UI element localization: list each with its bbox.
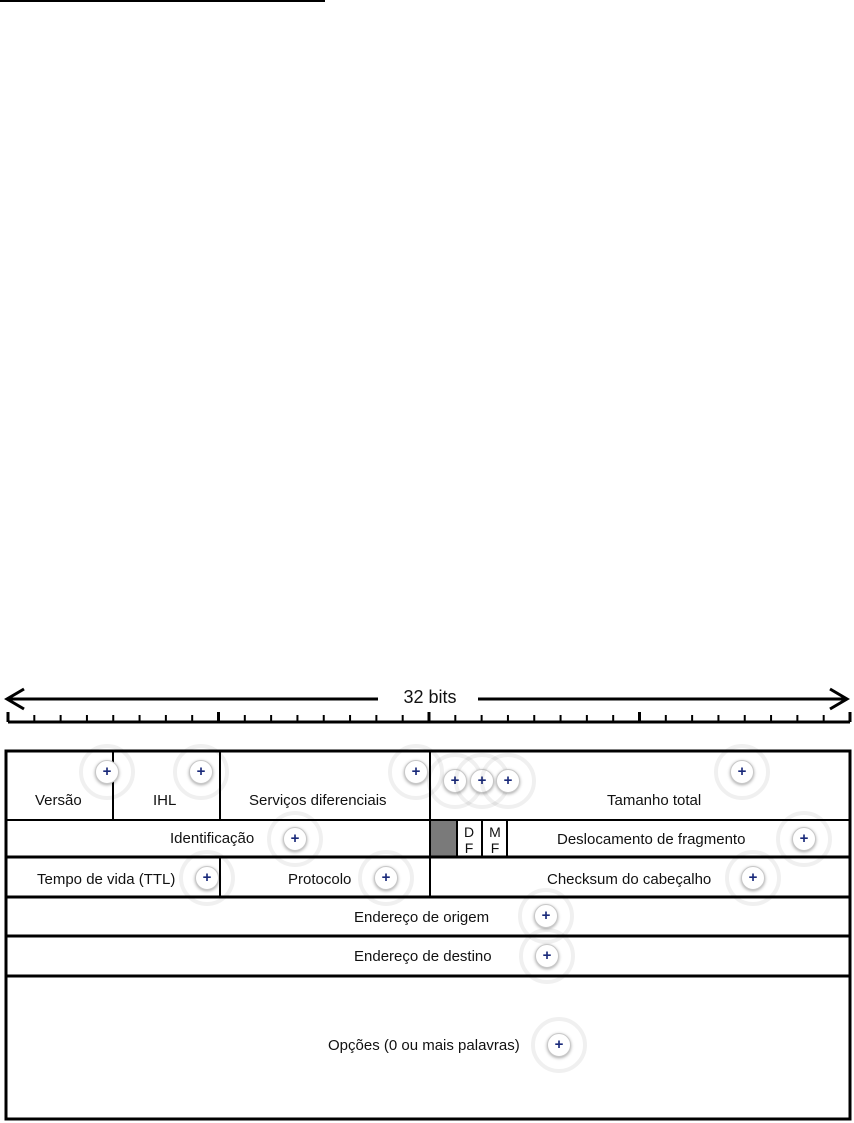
plus-icon: + xyxy=(202,869,212,886)
plus-icon: + xyxy=(450,772,460,789)
field-identificacao: Identificação xyxy=(170,830,255,847)
expand-protocolo-button[interactable] xyxy=(371,863,401,893)
expand-origem-button[interactable] xyxy=(531,901,561,931)
unused-bit-cell xyxy=(430,820,457,857)
top-divider xyxy=(0,0,325,2)
field-endereco-destino: Endereço de destino xyxy=(354,948,492,965)
expand-opcoes-button[interactable] xyxy=(544,1030,574,1060)
plus-icon: + xyxy=(411,763,421,780)
field-versao: Versão xyxy=(35,792,82,809)
field-servicos-diferenciais: Serviços diferenciais xyxy=(249,792,387,809)
expand-tamanho-button[interactable] xyxy=(727,757,757,787)
plus-icon: + xyxy=(503,772,513,789)
field-mf-letter-f: F xyxy=(490,840,500,856)
expand-checksum-button[interactable] xyxy=(738,863,768,893)
plus-icon: + xyxy=(541,907,551,924)
plus-icon: + xyxy=(381,869,391,886)
plus-icon: + xyxy=(290,830,300,847)
field-df-letter-d: D xyxy=(463,824,475,840)
field-opcoes: Opções (0 ou mais palavras) xyxy=(328,1037,520,1054)
plus-icon: + xyxy=(554,1036,564,1053)
field-checksum: Checksum do cabeçalho xyxy=(547,871,712,888)
plus-icon: + xyxy=(799,830,809,847)
plus-icon: + xyxy=(477,772,487,789)
expand-mf-button[interactable] xyxy=(493,766,523,796)
field-mf-letter-m: M xyxy=(489,824,501,840)
expand-ttl-button[interactable] xyxy=(192,863,222,893)
expand-destino-button[interactable] xyxy=(532,941,562,971)
field-df-letter-f: F xyxy=(464,840,474,856)
plus-icon: + xyxy=(748,869,758,886)
expand-deslocamento-button[interactable] xyxy=(789,824,819,854)
field-endereco-origem: Endereço de origem xyxy=(354,909,490,926)
plus-icon: + xyxy=(196,763,206,780)
expand-identificacao-button[interactable] xyxy=(280,824,310,854)
field-protocolo: Protocolo xyxy=(288,871,352,888)
expand-versao-button[interactable] xyxy=(92,757,122,787)
expand-ihl-button[interactable] xyxy=(186,757,216,787)
field-ihl: IHL xyxy=(153,792,177,809)
plus-icon: + xyxy=(102,763,112,780)
field-tamanho-total: Tamanho total xyxy=(607,792,702,809)
field-deslocamento: Deslocamento de fragmento xyxy=(557,831,746,848)
plus-icon: + xyxy=(542,947,552,964)
field-ttl: Tempo de vida (TTL) xyxy=(37,871,176,888)
bits-label: 32 bits xyxy=(403,687,457,707)
plus-icon: + xyxy=(737,763,747,780)
ip-header-grid xyxy=(0,745,854,1123)
